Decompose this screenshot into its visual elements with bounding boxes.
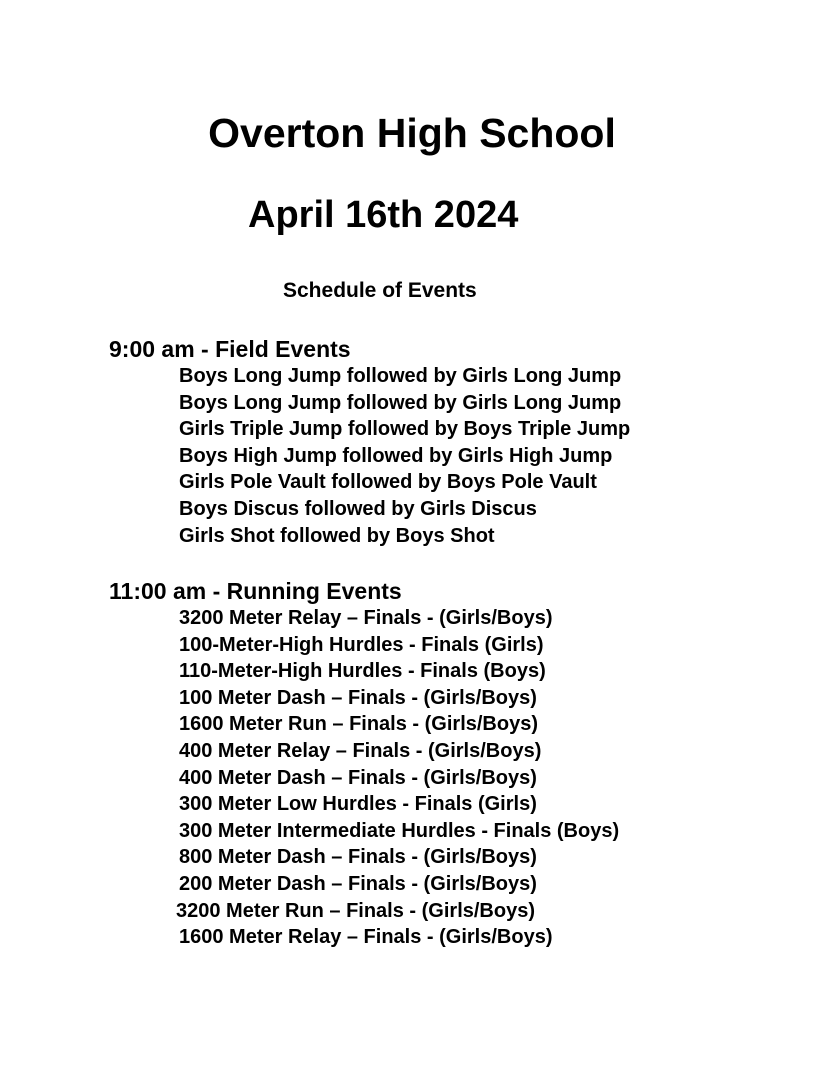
running-event-item: 100-Meter-High Hurdles - Finals (Girls) <box>179 633 544 656</box>
running-event-item: 3200 Meter Relay – Finals - (Girls/Boys) <box>179 607 553 629</box>
running-event-item: 400 Meter Dash – Finals - (Girls/Boys) <box>179 766 537 789</box>
field-events-heading: 9:00 am - Field Events <box>109 336 351 362</box>
running-event-item: 3200 Meter Run – Finals - (Girls/Boys) <box>176 899 535 922</box>
running-event-item: 300 Meter Intermediate Hurdles - Finals (Boys) <box>179 819 620 842</box>
field-event-item: Boys Discus followed by Girls Discus <box>179 497 537 520</box>
running-event-item: 800 Meter Dash – Finals - (Girls/Boys) <box>179 846 537 869</box>
running-event-item: 100 Meter Dash – Finals - (Girls/Boys) <box>179 686 537 709</box>
field-event-item: Girls Triple Jump followed by Boys Triple Jump <box>179 418 631 441</box>
running-event-item: 110-Meter-High Hurdles - Finals (Boys) <box>179 660 546 683</box>
schedule-subheading: Schedule of Events <box>283 279 477 302</box>
running-events-list <box>176 605 620 951</box>
field-event-item: Boys Long Jump followed by Girls Long Jump <box>179 365 622 387</box>
event-date-title: April 16th 2024 <box>248 194 519 236</box>
running-event-item: 1600 Meter Run – Finals - (Girls/Boys) <box>179 713 538 736</box>
running-event-item: 300 Meter Low Hurdles - Finals (Girls) <box>179 793 537 816</box>
running-events-heading: 11:00 am - Running Events <box>109 578 402 604</box>
running-event-item: 400 Meter Relay – Finals - (Girls/Boys) <box>179 739 542 762</box>
field-event-item: Boys Long Jump followed by Girls Long Jump <box>179 391 622 414</box>
field-events-list <box>179 363 630 549</box>
school-name-title: Overton High School <box>208 110 616 156</box>
running-event-item: 1600 Meter Relay – Finals - (Girls/Boys) <box>179 926 553 949</box>
running-event-item: 200 Meter Dash – Finals - (Girls/Boys) <box>179 872 537 895</box>
field-event-item: Girls Shot followed by Boys Shot <box>179 524 495 547</box>
field-event-item: Girls Pole Vault followed by Boys Pole Vault <box>179 471 597 494</box>
field-event-item: Boys High Jump followed by Girls High Jump <box>179 444 613 467</box>
